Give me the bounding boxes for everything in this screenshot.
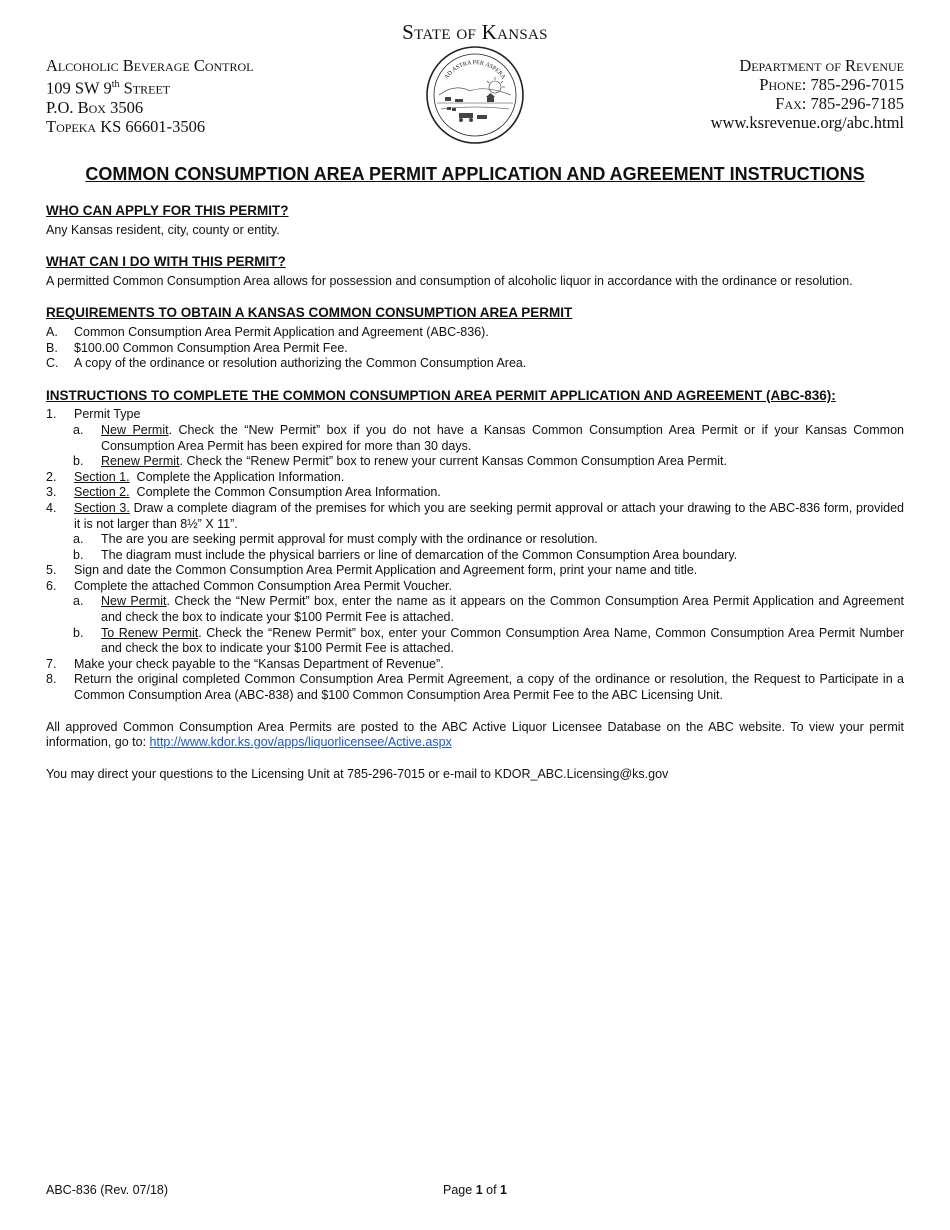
street-address: 109 SW 9th Street	[46, 78, 171, 98]
city-state-zip: Topeka KS 66601-3506	[46, 116, 206, 136]
instruction-item-4a: a. The are you are seeking permit approval for must comply with the ordinance or resolution.	[73, 532, 598, 547]
requirement-item: B. $100.00 Common Consumption Area Permit Fee.	[46, 340, 348, 355]
department-contact	[711, 56, 904, 132]
instruction-item-3: 3. Section 2. Complete the Common Consumption Area Information.	[46, 485, 441, 500]
instruction-item-6b: b. To Renew Permit. Check the “Renew Permit” box, enter your Common Consumption Area Name, Common Consumption Area Permit Number and check the box to indicate your $100 Permit Fee is attached.	[73, 625, 904, 656]
department-name: Department of Revenue	[739, 56, 904, 75]
po-box: P.O. Box 3506	[46, 97, 144, 117]
requirement-item: A. Common Consumption Area Permit Application and Agreement (ABC-836).	[46, 324, 489, 339]
website-url: www.ksrevenue.org/abc.html	[710, 113, 904, 132]
instruction-item-8: 8. Return the original completed Common Consumption Area Permit Agreement, a copy of the ordinance or resolution, the Request to Participate in a Common Consumption Area (ABC-838) and $100 Common Consumption Area Permit Fee to the ABC Licensing Unit.	[46, 672, 904, 703]
requirement-item: C. A copy of the ordinance or resolution authorizing the Common Consumption Area.	[46, 356, 527, 371]
instruction-item-7: 7. Make your check payable to the “Kansas Department of Revenue”.	[46, 656, 444, 671]
agency-address	[46, 56, 254, 136]
instruction-item-5: 5. Sign and date the Common Consumption Area Permit Application and Agreement form, print your name and title.	[46, 563, 698, 578]
document-title: COMMON CONSUMPTION AREA PERMIT APPLICATION AND AGREEMENT INSTRUCTIONS	[85, 164, 865, 184]
instruction-item-2: 2. Section 1. Complete the Application Information.	[46, 469, 345, 484]
who-heading: WHO CAN APPLY FOR THIS PERMIT?	[46, 203, 289, 218]
instruction-item-1: 1. Permit Type	[46, 407, 141, 422]
contact-note: You may direct your questions to the Licensing Unit at 785-296-7015 or e-mail to KDOR_ABC.Licensing@ks.gov	[46, 766, 669, 781]
posted-permits-note: All approved Common Consumption Area Permits are posted to the ABC Active Liquor Licensee Database on the ABC website. To view your permit information, go to: http://www.kdor.ks.gov/apps/liquorlicensee/Active.aspx	[46, 719, 904, 750]
active-licensee-link[interactable]: http://www.kdor.ks.gov/apps/liquorlicensee/Active.aspx	[149, 735, 452, 750]
instruction-item-1b: b. Renew Permit. Check the “Renew Permit” box to renew your current Kansas Common Consumption Area Permit.	[73, 454, 727, 469]
what-heading: WHAT CAN I DO WITH THIS PERMIT?	[46, 254, 286, 270]
instructions-list	[46, 407, 904, 703]
fax-number: Fax: 785-296-7185	[775, 94, 904, 113]
instruction-item-6: 6. Complete the attached Common Consumption Area Permit Voucher.	[46, 578, 452, 593]
what-text: A permitted Common Consumption Area allows for possession and consumption of alcoholic liquor in accordance with the ordinance or resolution.	[46, 273, 853, 288]
instruction-item-4b: b. The diagram must include the physical barriers or line of demarcation of the Common Consumption Area boundary.	[73, 547, 738, 562]
instructions-body	[46, 203, 904, 782]
instructions-heading: INSTRUCTIONS TO COMPLETE THE COMMON CONSUMPTION AREA PERMIT APPLICATION AND AGREEMENT (ABC-836):	[46, 387, 836, 403]
state-title: State of Kansas	[402, 20, 548, 44]
form-number: ABC-836 (Rev. 07/18)	[46, 1183, 169, 1197]
who-text: Any Kansas resident, city, county or entity.	[46, 222, 280, 237]
seal-motto: AD ASTRA PER ASPERA	[443, 60, 507, 81]
phone-number: Phone: 785-296-7015	[759, 75, 904, 94]
kansas-state-seal-icon	[425, 45, 525, 145]
requirements-list	[46, 325, 904, 372]
requirements-heading: REQUIREMENTS TO OBTAIN A KANSAS COMMON CONSUMPTION AREA PERMIT	[46, 305, 573, 321]
instruction-item-4: 4. Section 3. Draw a complete diagram of the premises for which you are seeking permit approval or attach your drawing to the ABC-836 form, provided it is not larger than 8½” X 11”.	[46, 500, 904, 531]
instruction-item-1a: a. New Permit. Check the “New Permit” box if you do not have a Kansas Common Consumption Area Permit or if your Kansas Common Consumption Area Permit has been expired for more than 30 days.	[73, 422, 904, 453]
instruction-item-6a: a. New Permit. Check the “New Permit” box, enter the name as it appears on the Common Consumption Area Permit Application and Agreement and check the box to indicate your $100 Permit Fee is attached.	[73, 594, 905, 625]
page-number: Page 1 of 1	[443, 1183, 507, 1197]
agency-name: Alcoholic Beverage Control	[46, 56, 254, 75]
